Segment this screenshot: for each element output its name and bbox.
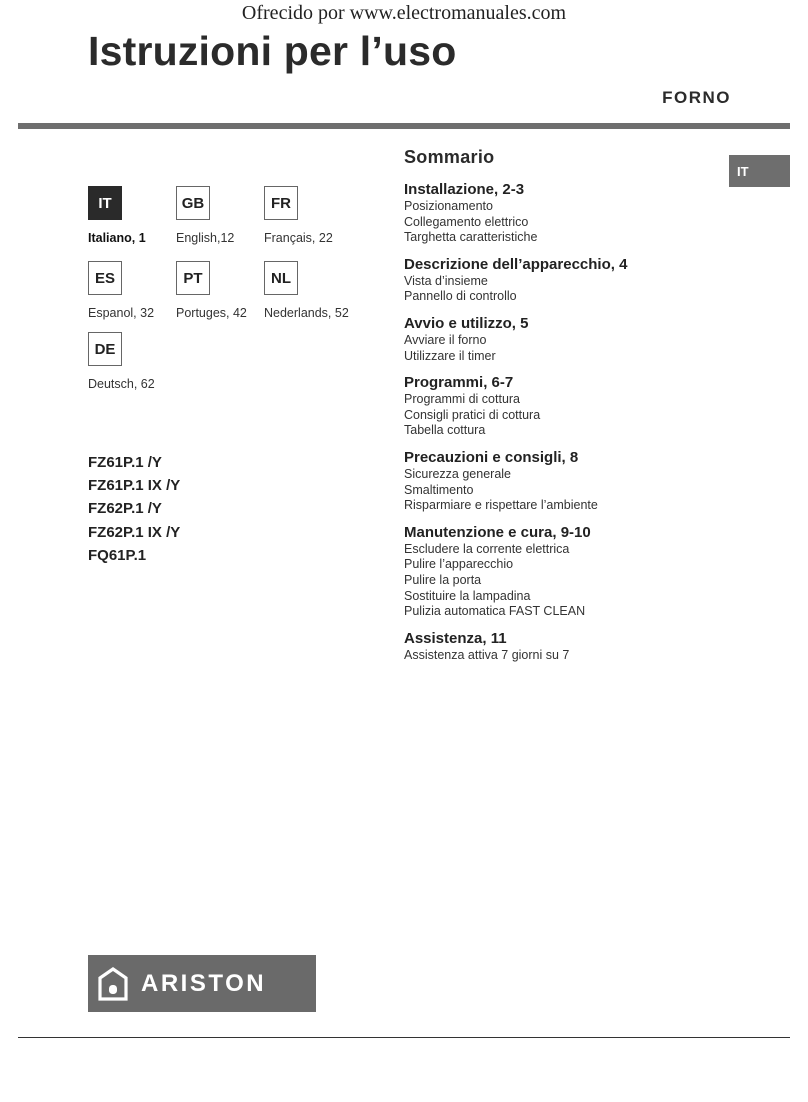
language-option[interactable] [264, 186, 352, 245]
model-code: FZ61P.1 IX /Y [88, 477, 181, 495]
toc-item: Pulire la porta [404, 572, 482, 587]
toc-section-title[interactable]: Installazione, 2-3 [404, 181, 525, 198]
toc-item: Utilizzare il timer [404, 348, 496, 363]
model-code: FZ62P.1 IX /Y [88, 523, 181, 541]
toc-item: Avviare il forno [404, 332, 487, 347]
toc-section-title[interactable]: Avvio e utilizzo, 5 [404, 314, 529, 332]
toc-section [404, 255, 724, 305]
house-icon [98, 967, 128, 1001]
toc-item: Smaltimento [404, 482, 474, 497]
toc-item: Posizionamento [404, 199, 493, 213]
language-code[interactable]: FR [264, 186, 298, 220]
toc-item: Assistenza attiva 7 giorni su 7 [404, 647, 570, 662]
language-code[interactable]: ES [88, 261, 122, 295]
language-label: Italiano, 1 [88, 231, 146, 245]
toc-item: Sostituire la lampadina [404, 588, 531, 603]
toc-heading: Sommario [404, 147, 495, 167]
language-label: Deutsch, 62 [88, 377, 155, 391]
header-divider [18, 123, 790, 129]
toc-item: Tabella cottura [404, 423, 486, 438]
toc-section [404, 629, 724, 664]
brand-name: ARISTON [141, 969, 267, 997]
language-option[interactable] [264, 261, 352, 320]
language-code[interactable]: PT [176, 261, 210, 295]
toc-item: Pulizia automatica FAST CLEAN [404, 604, 586, 619]
language-option[interactable] [176, 261, 264, 320]
page-title: Istruzioni per l’uso [88, 28, 457, 74]
ariston-logo [88, 955, 316, 1012]
toc-item: Vista d’insieme [404, 273, 488, 288]
model-code: FZ62P.1 /Y [88, 500, 162, 518]
footer-divider [18, 1037, 790, 1038]
toc-section-title[interactable]: Manutenzione e cura, 9-10 [404, 523, 591, 541]
product-type: FORNO [662, 88, 731, 107]
toc-item: Pannello di controllo [404, 289, 517, 304]
toc-section [404, 314, 724, 364]
toc-section [404, 523, 724, 620]
toc-item: Risparmiare e rispettare l’ambiente [404, 498, 598, 513]
toc-item: Sicurezza generale [404, 466, 512, 481]
language-label: Portuges, 42 [176, 306, 247, 320]
toc-item: Programmi di cottura [404, 392, 521, 407]
language-option[interactable] [88, 261, 176, 320]
model-code: FQ61P.1 [88, 546, 147, 564]
toc-section [404, 180, 724, 246]
language-label: Français, 22 [264, 231, 333, 245]
language-option[interactable] [88, 186, 176, 245]
toc-item: Targhetta caratteristiche [404, 230, 538, 245]
language-label: Espanol, 32 [88, 306, 155, 320]
table-of-contents [404, 147, 724, 672]
model-list [88, 451, 180, 567]
source-banner: Ofrecido por www.electromanuales.com [241, 2, 567, 24]
toc-item: Escludere la corrente elettrica [404, 541, 570, 556]
toc-section-title[interactable]: Assistenza, 11 [404, 629, 507, 647]
language-code[interactable]: DE [88, 332, 122, 366]
toc-item: Collegamento elettrico [404, 214, 529, 229]
language-label: English,12 [176, 231, 235, 245]
toc-section-title[interactable]: Precauzioni e consigli, 8 [404, 448, 579, 466]
model-code: FZ61P.1 /Y [88, 454, 162, 471]
language-code[interactable]: NL [264, 261, 298, 295]
language-option[interactable] [88, 332, 176, 391]
toc-section-title[interactable]: Programmi, 6-7 [404, 374, 514, 392]
toc-item: Consigli pratici di cottura [404, 407, 541, 422]
language-code[interactable]: IT [88, 186, 122, 220]
toc-item: Pulire l’apparecchio [404, 557, 514, 572]
language-label: Nederlands, 52 [264, 306, 349, 320]
toc-section [404, 448, 724, 514]
language-option[interactable] [176, 186, 264, 245]
language-code[interactable]: GB [176, 186, 210, 220]
language-tab: IT [729, 155, 790, 187]
toc-section-title[interactable]: Descrizione dell’apparecchio, 4 [404, 255, 628, 273]
toc-section [404, 373, 724, 439]
